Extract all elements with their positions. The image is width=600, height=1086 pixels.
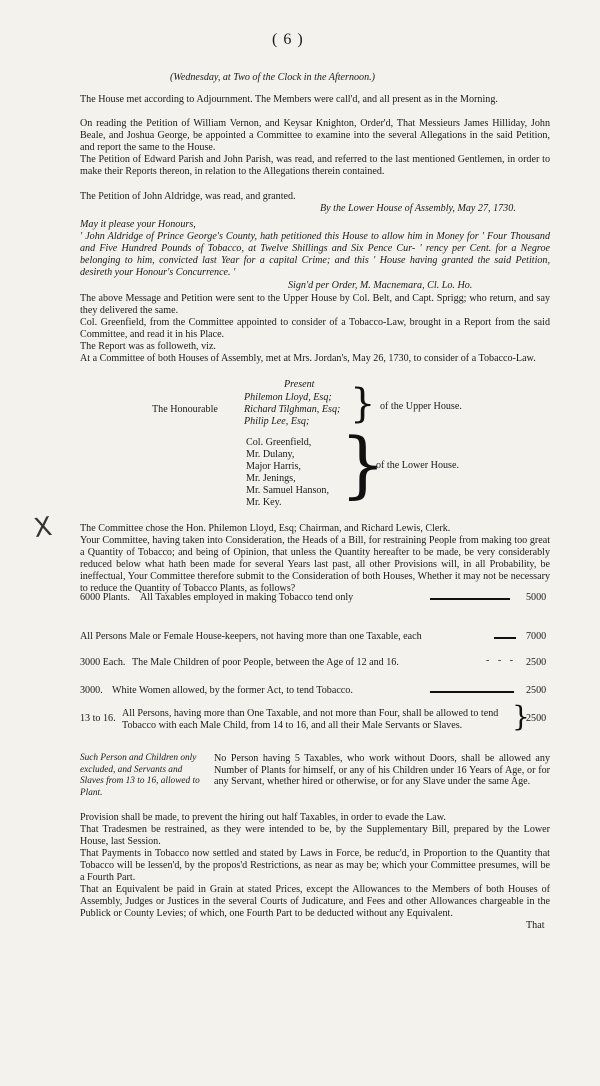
schedule-text: All Taxables employed in making Tobacco tend only: [140, 592, 354, 603]
schedule-value: 5000: [526, 592, 547, 603]
five-taxables-text: No Person having 5 Taxables, who work without Doors, shall be allowed any Number of Plants for himself, or any of his Children under 16 Years of Age, or for any Servant, whether hired or otherwise, or for any Slave under the same Age.: [214, 753, 550, 787]
lower-house-brace: }: [340, 422, 386, 506]
para-vernon-petition: On reading the Petition of William Vernon, and Keysar Knighton, Order'd, That Messieurs James Hilliday, John Beale, and Joshua George, be appointed a Committee to examine into the several Allegations in the said Petition, and report the same to the House.: [80, 118, 550, 153]
lower-member: Mr. Dulany,: [246, 449, 295, 460]
lower-member: Major Harris,: [246, 461, 301, 472]
para-committee-meeting: At a Committee of both Houses of Assembly, met at Mrs. Jordan's, May 26, 1730, to consider of a Tobacco-Law.: [80, 353, 536, 364]
petition-text: ' John Aldridge of Prince George's County, hath petitioned this House to allow him in Money for ' Four Thousand and Five Hundred Pounds of Tobacco, at Twelve Shillings and Six Pence Cur- ' rency per Cent. for a Negroe belonging to him, convicted last Year for a capital Crime; and this ' House having granted the said Petition, desireth your Honour's Concurrence. ': [80, 231, 550, 278]
para-chose-chairman: The Committee chose the Hon. Philemon Lloyd, Esq; Chairman, and Richard Lewis, Clerk.: [80, 523, 451, 534]
catchword: That: [526, 920, 545, 931]
honourable-label: The Honourable: [152, 404, 218, 415]
lower-member: Mr. Jenings,: [246, 473, 296, 484]
schedule-left: 3000.: [80, 685, 103, 696]
para-consideration: Your Committee, having taken into Consideration, the Heads of a Bill, for restraining People from making too great a Quantity of Tobacco; and being of Opinion, that unless the Quantity hereafter to be made, be very considerably reduced below what hath been made for several Years last past, all other Provisions will, in all Probability, be ineffectual, Your Committee therefore submit to the Consideration of both Houses, Whether it may not be necessary to reduce the Quantity of Tobacco Plants, as follows?: [80, 535, 550, 594]
upper-member: Richard Tilghman, Esq;: [244, 404, 341, 415]
leader-rule: [494, 637, 516, 639]
side-note: Such Person and Children only excluded, and Servants and Slaves from 13 to 16, allowed to Plant.: [80, 753, 200, 798]
petition-signature: Sign'd per Order, M. Macnemara, Cl. Lo. Ho.: [288, 280, 473, 291]
para-tradesmen: That Tradesmen be restrained, as they were intended to be, by the Supplementary Bill, prepared by the Lower House, last Session.: [80, 824, 550, 847]
para-parish-petition: The Petition of Edward Parish and John Parish, was read, and referred to the last mentioned Gentlemen, in order to make their Reports thereon, in relation to the Allegations therein contained.: [80, 154, 550, 177]
margin-mark: X: [31, 511, 54, 545]
schedule-value: 7000: [526, 631, 547, 642]
leader-rule: [430, 691, 514, 693]
upper-house-label: of the Upper House.: [380, 401, 462, 412]
item-13-brace: }: [512, 700, 530, 733]
leader-rule: [430, 598, 510, 600]
leader-dots: - - -: [486, 655, 517, 666]
petition-opening: May it please your Honours,: [80, 219, 196, 230]
para-greenfield-report: Col. Greenfield, from the Committee appointed to consider of a Tobacco-Law, brought in a Report from the said Committee, and read it in his Place.: [80, 317, 550, 340]
para-message-sent: The above Message and Petition were sent to the Upper House by Col. Belt, and Capt. Sprigg; who return, and say they delivered the same.: [80, 293, 550, 316]
schedule-text: The Male Children of poor People, between the Age of 12 and 16.: [132, 657, 399, 668]
item-13-value: 2500: [526, 713, 547, 724]
lower-house-date: By the Lower House of Assembly, May 27, 1730.: [320, 203, 516, 214]
para-payments: That Payments in Tobacco now settled and stated by Laws in Force, be reduc'd, in Proportion to the Quantity that Tobacco will be lessen'd, by the propos'd Restrictions, as near as may be; which your Committee presumes, will be a Fourth Part.: [80, 848, 550, 883]
item-13-text: All Persons, having more than One Taxable, and not more than Four, shall be allowed to tend Tobacco with each Male Child, from 14 to 16, and all their Male Servants or Slaves.: [122, 708, 499, 731]
schedule-left: 6000 Plants.: [80, 592, 130, 603]
schedule-value: 2500: [526, 657, 547, 668]
present-heading: Present: [284, 379, 315, 390]
schedule-value: 2500: [526, 685, 547, 696]
page-number: ( 6 ): [272, 31, 304, 48]
upper-member: Philemon Lloyd, Esq;: [244, 392, 332, 403]
para-equivalent: That an Equivalent be paid in Grain at stated Prices, except the Allowances to the Members of both Houses of Assembly, Judges or Justices in the several Courts of Judicature, and Fees and other Allowances chargeable in the Publick or County Levies; of which, one Fourth Part to be deducted without any Equivalent.: [80, 884, 550, 919]
session-heading: (Wednesday, at Two of the Clock in the Afternoon.): [170, 72, 376, 83]
upper-member: Philip Lee, Esq;: [244, 416, 310, 427]
schedule-text: White Women allowed, by the former Act, to tend Tobacco.: [112, 685, 353, 696]
para-provision: Provision shall be made, to prevent the hiring out half Taxables, in order to evade the Law.: [80, 812, 446, 823]
para-report-follows: The Report was as followeth, viz.: [80, 341, 216, 352]
para-aldridge-petition: The Petition of John Aldridge, was read, and granted.: [80, 191, 296, 202]
lower-member: Mr. Key.: [246, 497, 282, 508]
schedule-text: All Persons Male or Female House-keepers, not having more than one Taxable, each: [80, 631, 422, 642]
lower-member: Mr. Samuel Hanson,: [246, 485, 329, 496]
lower-member: Col. Greenfield,: [246, 437, 312, 448]
upper-house-brace: }: [350, 381, 376, 427]
item-13-left: 13 to 16.: [80, 713, 116, 724]
lower-house-label: of the Lower House.: [376, 460, 459, 471]
schedule-left: 3000 Each.: [80, 657, 126, 668]
para-house-met: The House met according to Adjournment. The Members were call'd, and all present as in the Morning.: [80, 94, 498, 105]
